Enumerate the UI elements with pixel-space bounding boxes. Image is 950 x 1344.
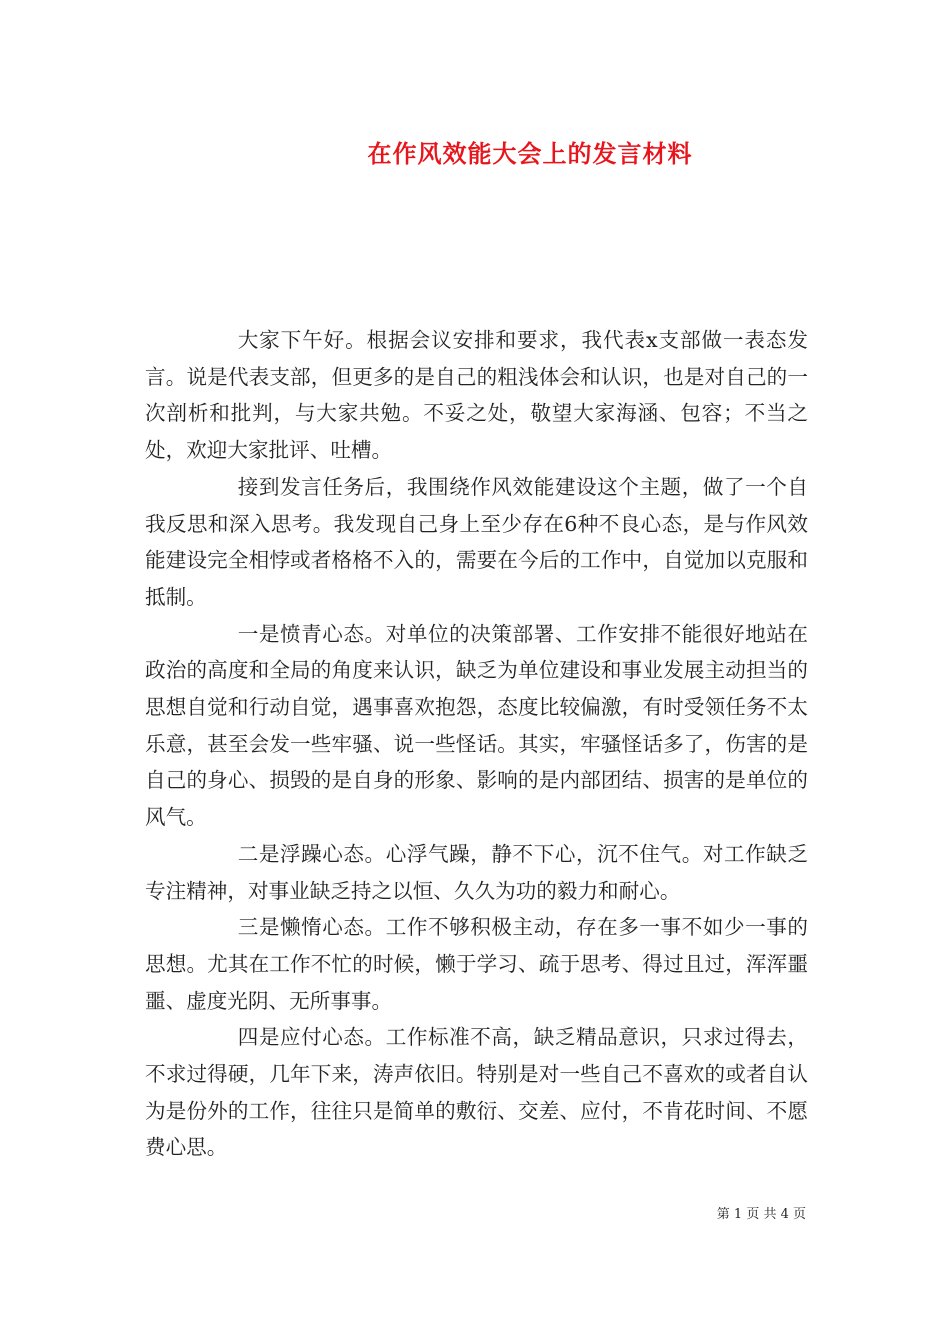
paragraph-introduction: 接到发言任务后，我围绕作风效能建设这个主题，做了一个自我反思和深入思考。我发现自己身上至少存在6种不良心态，是与作风效能建设完全相悖或者格格不入的，需要在今后的工作中，自觉加以克服和抵制。: [145, 474, 808, 609]
page-number-footer: 第 1 页 共 4 页: [716, 1207, 806, 1222]
paragraph-point-four: 四是应付心态。工作标准不高，缺乏精品意识，只求过得去，不求过得硬，几年下来，涛声依旧。特别是对一些自己不喜欢的或者自认为是份外的工作，往往只是简单的敷衍、交差、应付，不肯花时间、不愿费心思。: [145, 1025, 808, 1160]
paragraph-point-one: 一是愤青心态。对单位的决策部署、工作安排不能很好地站在政治的高度和全局的角度来认识，缺乏为单位建设和事业发展主动担当的思想自觉和行动自觉，遇事喜欢抱怨，态度比较偏激，有时受领任务不太乐意，甚至会发一些牢骚、说一些怪话。其实，牢骚怪话多了，伤害的是自己的身心、损毁的是自身的形象、影响的是内部团结、损害的是单位的风气。: [145, 621, 808, 830]
paragraph-point-two: 二是浮躁心态。心浮气躁，静不下心，沉不住气。对工作缺乏专注精神，对事业缺乏持之以恒、久久为功的毅力和耐心。: [145, 841, 808, 903]
paragraph-greeting: 大家下午好。根据会议安排和要求，我代表x支部做一表态发言。说是代表支部，但更多的是自己的粗浅体会和认识，也是对自己的一次剖析和批判，与大家共勉。不妥之处，敬望大家海涵、包容；不当之处，欢迎大家批评、吐槽。: [145, 328, 808, 463]
document-body: [145, 322, 808, 1166]
paragraph-point-three: 三是懒惰心态。工作不够积极主动，存在多一事不如少一事的思想。尤其在工作不忙的时候，懒于学习、疏于思考、得过且过，浑浑噩噩、虚度光阴、无所事事。: [145, 915, 808, 1013]
document-title: 在作风效能大会上的发言材料: [367, 139, 693, 168]
